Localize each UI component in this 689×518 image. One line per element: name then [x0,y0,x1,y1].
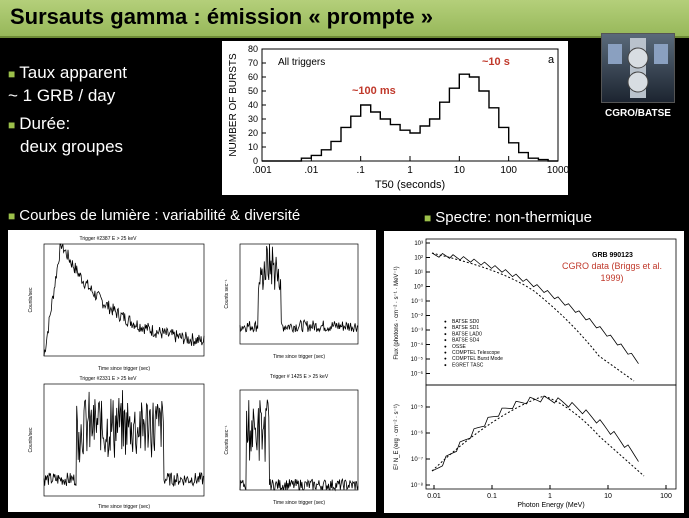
annotation-100ms: ~100 ms [352,85,396,97]
source-note-line2: 1999) [600,273,624,283]
spectrum-legend-marker: ● [444,337,447,343]
spectrum-x-tick-label: 100 [660,493,672,500]
x-tick-label: .01 [304,165,319,176]
light-curves-svg [8,230,376,512]
source-note-line1: CGRO data (Briggs et al. [561,261,663,271]
lc3-ylabel: Counts/sec [28,427,34,453]
duration-histogram-svg [222,41,568,195]
spectrum-legend-item: EGRET TASC [452,362,484,369]
y-tick-label: 70 [247,58,258,68]
spectrum-top-y-tick-label: 10³ [414,241,423,247]
spectrum-x-tick-label: 0.1 [487,493,497,500]
lc4-title: Trigger # 1425 E > 25 keV [269,374,329,380]
lc4-frame [240,390,358,490]
y-tick-label: 0 [252,156,258,166]
y-tick-label: 80 [247,44,258,54]
x-tick-label: 100 [500,165,518,176]
lc1-curve [44,244,204,356]
bullet-marker: ■ [424,211,432,225]
spectrum-x-tick-label: 10 [604,493,612,500]
legend-text: All triggers [278,57,326,68]
spectrum-top-y-tick-label: 10¹ [414,270,423,276]
x-tick-label: .1 [356,165,365,176]
histogram-line [262,74,558,161]
x-tick-label: 1 [407,165,413,176]
lc4-curve [240,400,358,490]
annotation-10s: ~10 s [482,56,510,68]
spectrum-bottom-ylabel: E² N_E (erg · cm⁻² · s⁻¹) [394,404,400,470]
satellite-icon [602,34,674,102]
bullet-marker: ■ [8,209,16,223]
y-tick-label: 60 [247,72,258,82]
lc4-xlabel: Time since trigger (sec) [272,500,326,506]
spectrum-top-y-tick-label: 10² [414,255,423,262]
bullet-rate: ■ Taux apparent ~ 1 GRB / day [8,63,127,105]
spectrum-legend-item: BATSE SD4 [452,337,480,344]
spectrum-top-ylabel: Flux (photons · cm⁻² · s⁻¹ · MeV⁻¹) [394,266,400,360]
spectrum-legend [444,319,503,368]
spectrum-legend-marker: ● [444,362,447,368]
duration-histogram [222,41,568,195]
spectrum-legend-marker: ● [444,343,447,349]
lc1-xlabel: Time since trigger (sec) [97,366,151,372]
spectrum-bottom-y-tick-label: 10⁻⁷ [410,457,423,463]
lc3-curve [44,390,204,486]
x-axis-label: T50 (seconds) [374,179,446,191]
spectrum-svg [384,231,684,513]
spectrum-legend-item: BATSE LAD0 [452,331,482,338]
y-tick-label: 50 [247,86,258,96]
spectrum-top-y-tick-label: 10⁻⁶ [410,371,423,378]
x-tick-label: .001 [252,165,272,176]
spectrum-legend-marker: ● [444,319,447,324]
left-bullets [8,62,127,157]
spectrum-legend-item: OSSE [452,343,466,350]
y-tick-label: 30 [247,114,258,124]
y-tick-label: 10 [247,142,258,152]
lc2-ylabel: Counts sec⁻¹ [224,279,230,309]
spectrum-legend-item: COMPTEL Telescope [452,350,500,356]
spectrum-xlabel: Photon Energy (MeV) [517,502,585,509]
spectrum-top-y-tick-label: 10⁻² [411,313,423,320]
panel-letter: a [548,54,555,66]
spectrum-legend-marker: ● [444,325,447,331]
spectrum-legend-item: BATSE SD1 [452,325,480,332]
bullet-duration: ■ Durée: deux groupes [8,114,124,156]
lc1-title: Trigger #2387 E > 25 keV [79,236,137,242]
spectrum-bottom-y-tick-label: 10⁻⁵ [410,405,423,411]
light-curves-heading: ■ Courbes de lumière : variabilité & diversité [8,207,301,224]
lc1-ylabel: Counts/sec [28,287,34,313]
spectrum-top-y-tick-label: 10⁻⁵ [410,357,423,363]
logo-caption: CGRO/BATSE [605,108,671,119]
spectrum-bottom-data [432,396,639,471]
lc3-title: Trigger #2331 E > 25 keV [79,376,137,382]
title-bar [0,0,689,38]
x-tick-label: 10 [453,165,465,176]
spectrum-top-y-tick-label: 10⁻⁴ [410,342,423,349]
lc2-frame [240,244,358,344]
grb-label: GRB 990123 [592,252,633,259]
spectrum-legend-item: COMPTEL Burst Mode [452,356,503,363]
spectrum-bottom-y-tick-label: 10⁻⁸ [410,483,423,489]
y-tick-label: 40 [247,100,258,110]
lc3-xlabel: Time since trigger (sec) [97,504,151,510]
spectrum-legend-marker: ● [444,350,447,355]
spectrum-top-y-tick-label: 10⁻³ [411,328,423,334]
lc4-ylabel: Counts sec⁻¹ [224,425,230,455]
spectrum-x-tick-label: 1 [548,493,552,500]
light-curves-panel [8,230,376,512]
lc1-frame [44,244,204,356]
spectrum-legend-marker: ● [444,356,447,362]
spectrum-heading: ■ Spectre: non-thermique [424,209,593,226]
lc2-xlabel: Time since trigger (sec) [272,354,326,360]
slide-title: Sursauts gamma : émission « prompte » [10,4,434,29]
spectrum-energy-model-line [432,396,644,476]
x-tick-label: 1000 [546,165,568,176]
spectrum-panel [384,231,684,513]
spectrum-legend-marker: ● [444,331,447,337]
lc2-curve [240,244,358,332]
spectrum-top-y-tick-label: 10⁰ [413,284,423,291]
y-axis-label: NUMBER OF BURSTS [228,53,239,157]
spectrum-legend-item: BATSE SD0 [452,319,480,325]
spectrum-bottom-y-tick-label: 10⁻⁶ [410,431,423,437]
spectrum-x-tick-label: 0.01 [427,493,441,500]
y-tick-label: 20 [247,128,258,138]
cgro-logo [601,33,675,103]
bullet-marker: ■ [8,67,16,81]
spectrum-top-y-tick-label: 10⁻¹ [411,299,423,305]
bullet-marker: ■ [8,118,16,132]
